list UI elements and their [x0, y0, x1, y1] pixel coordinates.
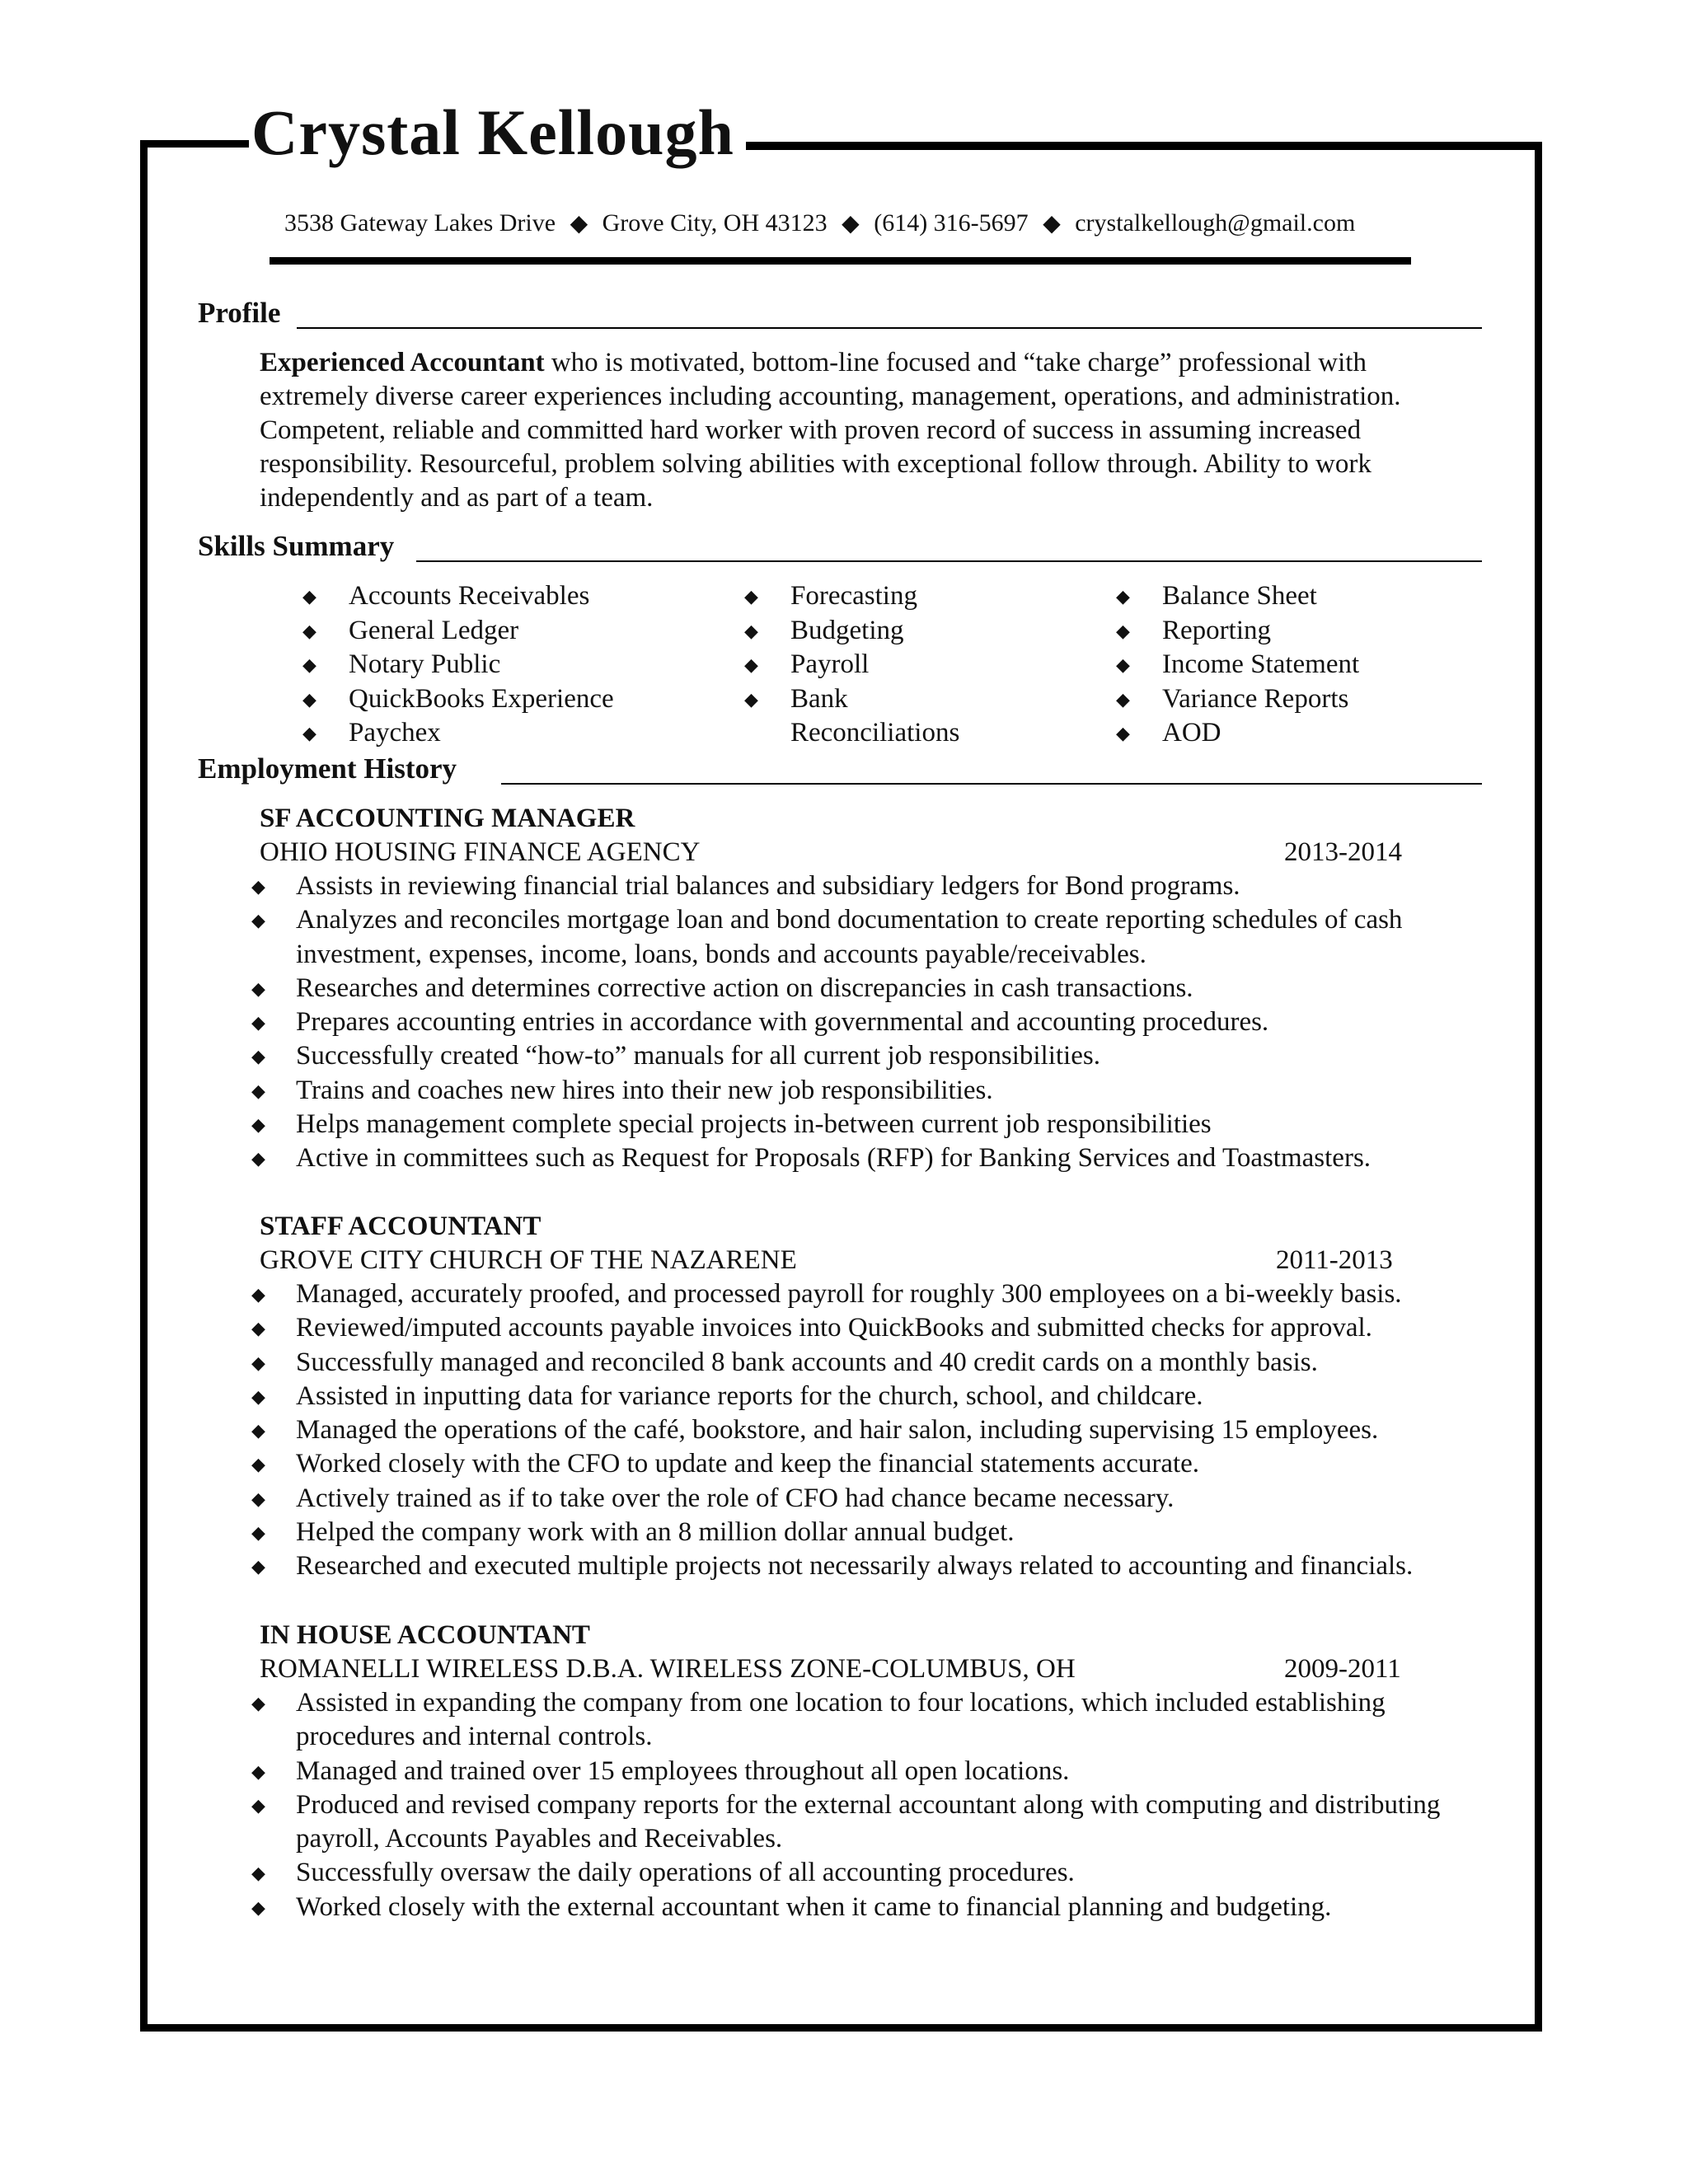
skill-item-continuation: Reconciliations — [790, 718, 960, 748]
diamond-bullet-icon: ◆ — [251, 1318, 265, 1339]
skills-column-1 — [302, 579, 614, 751]
job-title: IN HOUSE ACCOUNTANT — [260, 1620, 590, 1650]
diamond-bullet-icon: ◆ — [251, 1352, 265, 1373]
profile-heading: Profile — [198, 297, 287, 330]
job-title: SF ACCOUNTING MANAGER — [260, 804, 635, 833]
diamond-bullet-icon: ◆ — [302, 688, 316, 710]
duty-item: ◆ Prepares accounting entries in accordance with governmental and accounting procedures. — [251, 1005, 1479, 1039]
skill-item: ◆ Payroll — [744, 648, 959, 682]
job-entry — [251, 1210, 1479, 1584]
diamond-bullet-icon: ◆ — [251, 1896, 265, 1918]
diamond-bullet-icon: ◆ — [251, 876, 265, 897]
job-organization: GROVE CITY CHURCH OF THE NAZARENE 2011-2013 — [260, 1244, 1479, 1277]
diamond-bullet-icon: ◆ — [744, 620, 758, 641]
duty-item: ◆ Reviewed/imputed accounts payable invoices into QuickBooks and submitted checks for approval. — [251, 1311, 1479, 1345]
duty-item: ◆ Managed and trained over 15 employees throughout all open locations. — [251, 1755, 1479, 1788]
contact-line — [284, 209, 1355, 237]
diamond-bullet-icon: ◆ — [251, 1420, 265, 1441]
diamond-bullet-icon: ◆ — [251, 1080, 265, 1101]
diamond-bullet-icon: ◆ — [251, 1114, 265, 1136]
diamond-bullet-icon: ◆ — [251, 1522, 265, 1544]
contact-divider — [270, 257, 1411, 265]
frame-top-left-border — [140, 140, 249, 148]
diamond-bullet-icon: ◆ — [1116, 723, 1130, 743]
diamond-separator-icon: ◆ — [1043, 211, 1061, 237]
profile-line: Competent, reliable and committed hard worker with proven record of success in assuming increased — [260, 415, 1362, 445]
duty-item: ◆ Researched and executed multiple projects not necessarily always related to accounting and financials. — [251, 1549, 1479, 1583]
job-years: 2009-2011 — [1284, 1654, 1401, 1684]
duty-item: ◆ Helped the company work with an 8 million dollar annual budget. — [251, 1516, 1479, 1549]
duty-item: ◆ Assisted in inputting data for variance reports for the church, school, and childcare. — [251, 1380, 1479, 1413]
job-entry — [251, 802, 1479, 1176]
duty-item: ◆ Worked closely with the external accountant when it came to financial planning and budgeting. — [251, 1891, 1479, 1924]
diamond-bullet-icon: ◆ — [251, 1863, 265, 1884]
diamond-separator-icon: ◆ — [842, 211, 860, 237]
job-entry — [251, 1619, 1479, 1924]
job-organization: OHIO HOUSING FINANCE AGENCY 2013-2014 — [260, 836, 1479, 869]
employment-rule — [501, 783, 1482, 785]
duty-item: ◆ Assisted in expanding the company from one location to four locations, which included establishing procedures and internal controls. — [251, 1688, 1386, 1752]
skill-item: ◆ Bank — [744, 682, 959, 717]
skill-item: ◆ Notary Public — [302, 648, 614, 682]
job-years: 2011-2013 — [1276, 1245, 1393, 1275]
duty-item: ◆ Active in committees such as Request for Proposals (RFP) for Banking Services and Toastmasters. — [251, 1141, 1479, 1175]
duty-item: ◆ Helps management complete special projects in-between current job responsibilities — [251, 1108, 1479, 1141]
address: 3538 Gateway Lakes Drive — [284, 209, 556, 237]
duty-item: ◆ Assists in reviewing financial trial balances and subsidiary ledgers for Bond programs. — [251, 869, 1479, 903]
diamond-bullet-icon: ◆ — [302, 654, 316, 675]
skills-rule — [416, 560, 1482, 562]
profile-line: independently and as part of a team. — [260, 483, 654, 513]
diamond-bullet-icon: ◆ — [251, 1488, 265, 1509]
skill-item: ◆ Paychex — [302, 716, 614, 751]
diamond-bullet-icon: ◆ — [251, 1148, 265, 1169]
duty-item: ◆ Managed, accurately proofed, and processed payroll for roughly 300 employees on a bi-weekly basis. — [251, 1277, 1479, 1311]
skill-item: ◆ Income Statement — [1116, 648, 1359, 682]
duty-item: ◆ Trains and coaches new hires into their new job responsibilities. — [251, 1074, 1479, 1108]
job-years: 2013-2014 — [1284, 837, 1402, 867]
diamond-bullet-icon: ◆ — [302, 723, 316, 743]
duty-item: ◆ Managed the operations of the café, bookstore, and hair salon, including supervising 15 employees. — [251, 1413, 1479, 1447]
diamond-bullet-icon: ◆ — [251, 1794, 265, 1816]
skills-column-3 — [1116, 579, 1359, 751]
frame-left-border — [140, 140, 148, 2032]
diamond-bullet-icon: ◆ — [251, 1693, 265, 1713]
duty-item: ◆ Analyzes and reconciles mortgage loan and bond documentation to create reporting schedules of cash investment, expenses, income, loans, bonds and accounts payable/receivables. — [251, 905, 1403, 969]
diamond-bullet-icon: ◆ — [251, 910, 265, 931]
skill-item: ◆ Variance Reports — [1116, 682, 1359, 717]
diamond-bullet-icon: ◆ — [251, 977, 265, 999]
duty-item: ◆ Worked closely with the CFO to update and keep the financial statements accurate. — [251, 1447, 1479, 1481]
diamond-bullet-icon: ◆ — [251, 1012, 265, 1033]
diamond-bullet-icon: ◆ — [744, 654, 758, 675]
frame-bottom-border — [140, 2024, 1541, 2032]
city-state-zip: Grove City, OH 43123 — [602, 209, 828, 237]
skill-item: ◆ Accounts Receivables — [302, 579, 614, 614]
diamond-bullet-icon: ◆ — [251, 1046, 265, 1067]
diamond-bullet-icon: ◆ — [1116, 688, 1130, 710]
skill-item: ◆ Balance Sheet — [1116, 579, 1359, 614]
candidate-name: Crystal Kellough — [251, 96, 734, 168]
duty-item: ◆ Actively trained as if to take over the role of CFO had chance became necessary. — [251, 1482, 1479, 1516]
diamond-bullet-icon: ◆ — [744, 688, 758, 710]
diamond-bullet-icon: ◆ — [251, 1454, 265, 1475]
diamond-bullet-icon: ◆ — [302, 586, 316, 607]
skills-heading: Skills Summary — [198, 530, 401, 563]
profile-paragraph — [260, 346, 1488, 515]
skill-item: ◆ Reporting — [1116, 614, 1359, 649]
diamond-separator-icon: ◆ — [570, 211, 588, 237]
job-organization: ROMANELLI WIRELESS D.B.A. WIRELESS ZONE-COLUMBUS, OH 2009-2011 — [260, 1652, 1479, 1686]
profile-line: responsibility. Resourceful, problem solving abilities with exceptional follow through. Ability to work — [260, 449, 1372, 479]
duty-item: ◆ Successfully oversaw the daily operations of all accounting procedures. — [251, 1856, 1479, 1890]
job-duties — [251, 869, 1479, 1176]
skill-item: ◆ AOD — [1116, 716, 1359, 751]
job-duties — [251, 1686, 1479, 1924]
diamond-bullet-icon: ◆ — [251, 1556, 265, 1577]
skills-column-2 — [744, 579, 959, 751]
frame-top-right-border — [746, 142, 1542, 150]
phone: (614) 316-5697 — [874, 209, 1029, 237]
profile-lead: Experienced Accountant — [260, 348, 545, 377]
job-duties — [251, 1277, 1479, 1584]
skill-item: ◆ Forecasting — [744, 579, 959, 614]
job-title: STAFF ACCOUNTANT — [260, 1212, 542, 1241]
duty-item: ◆ Successfully created “how-to” manuals for all current job responsibilities. — [251, 1039, 1479, 1073]
diamond-bullet-icon: ◆ — [1116, 586, 1130, 607]
diamond-bullet-icon: ◆ — [251, 1385, 265, 1407]
skill-item: ◆ Budgeting — [744, 614, 959, 649]
email-link[interactable]: crystalkellough@gmail.com — [1075, 209, 1356, 237]
duty-item: ◆ Researches and determines corrective action on discrepancies in cash transactions. — [251, 972, 1479, 1005]
profile-line: extremely diverse career experiences including accounting, management, operations, and administration. — [260, 382, 1401, 411]
employment-heading: Employment History — [198, 752, 463, 785]
duty-item: ◆ Produced and revised company reports for the external accountant along with computing and distributing payroll, Accounts Payables and Receivables. — [251, 1789, 1441, 1854]
diamond-bullet-icon: ◆ — [251, 1284, 265, 1305]
profile-line: who is motivated, bottom-line focused and “take charge” professional with — [544, 348, 1367, 377]
profile-rule — [297, 327, 1482, 329]
diamond-bullet-icon: ◆ — [302, 620, 316, 641]
skill-item: ◆ General Ledger — [302, 614, 614, 649]
diamond-bullet-icon: ◆ — [744, 586, 758, 607]
diamond-bullet-icon: ◆ — [1116, 620, 1130, 641]
frame-right-border — [1535, 150, 1542, 2032]
skill-item: ◆ QuickBooks Experience — [302, 682, 614, 717]
duty-item: ◆ Successfully managed and reconciled 8 bank accounts and 40 credit cards on a monthly basis. — [251, 1346, 1479, 1380]
diamond-bullet-icon: ◆ — [1116, 654, 1130, 675]
diamond-bullet-icon: ◆ — [251, 1760, 265, 1782]
